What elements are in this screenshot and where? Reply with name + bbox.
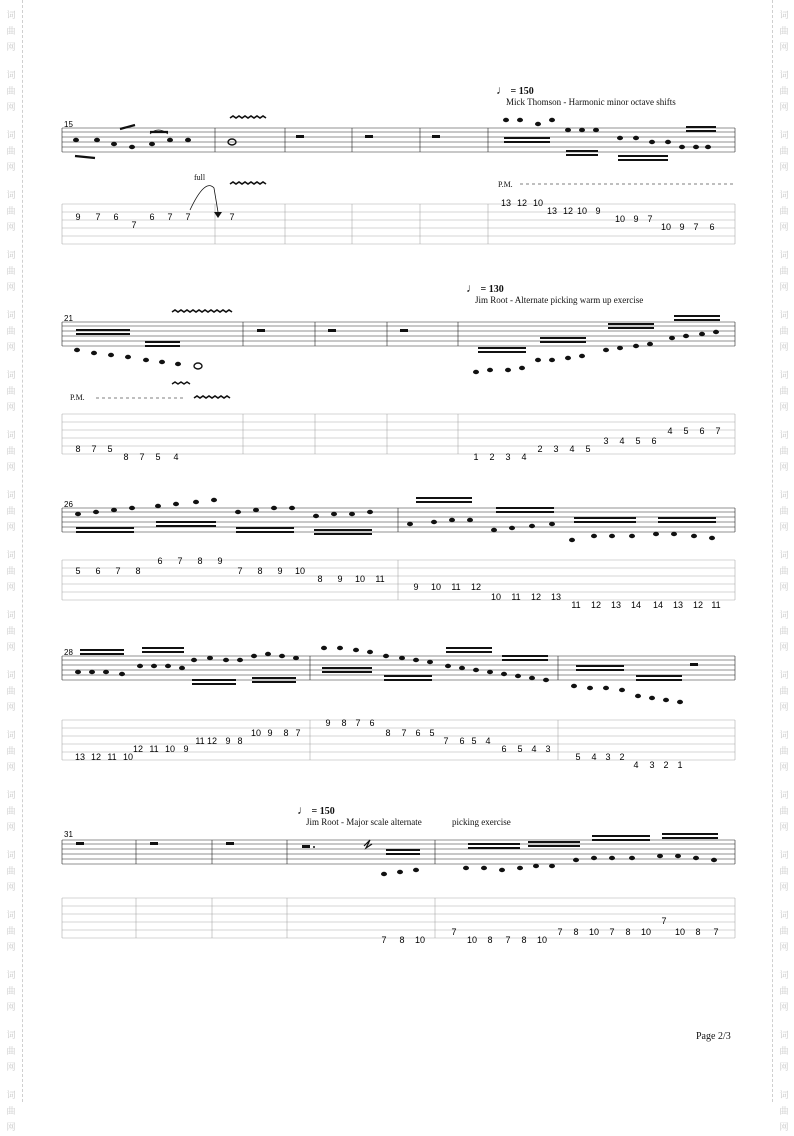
tab-fret-number: 7 [185, 212, 191, 222]
watermark-text: 词 曲 网 [779, 611, 789, 653]
tab-fret-number: 9 [413, 582, 419, 592]
tab-fret-number: 13 [550, 592, 562, 602]
watermark-text: 词 曲 网 [779, 371, 789, 413]
tab-fret-number: 4 [569, 444, 575, 454]
tab-fret-number: 9 [267, 728, 273, 738]
tab-fret-number: 6 [699, 426, 705, 436]
tab-fret-number: 10 [674, 927, 686, 937]
watermark-text: 词 曲 网 [779, 731, 789, 773]
tab-fret-number: 9 [337, 574, 343, 584]
tab-fret-number: 9 [325, 718, 331, 728]
tab-fret-number: 4 [619, 436, 625, 446]
notation-svg [0, 830, 794, 950]
measure-number: 31 [64, 830, 73, 839]
tab-fret-number: 4 [633, 760, 639, 770]
tab-fret-number: 10 [164, 744, 176, 754]
watermark-text: 词 曲 网 [779, 1091, 789, 1133]
tab-fret-number: 8 [75, 444, 81, 454]
watermark-text: 词 曲 网 [6, 71, 16, 113]
tab-fret-number: 7 [609, 927, 615, 937]
tab-fret-number: 11 [451, 582, 461, 592]
watermark-text: 词 曲 网 [6, 911, 16, 953]
tab-fret-number: 10 [576, 206, 588, 216]
tab-fret-number: 8 [123, 452, 129, 462]
watermark-text: 词 曲 网 [6, 131, 16, 173]
tab-fret-number: 12 [516, 198, 528, 208]
watermark-text: 词 曲 网 [779, 251, 789, 293]
tab-fret-number: 10 [466, 935, 478, 945]
tab-fret-number: 12 [692, 600, 704, 610]
tab-fret-number: 10 [614, 214, 626, 224]
watermark-text: 词 曲 网 [779, 851, 789, 893]
watermark-text: 词 曲 网 [779, 431, 789, 473]
tab-fret-number: 11 [195, 736, 205, 746]
tab-fret-number: 10 [354, 574, 366, 584]
watermark-text: 词 曲 网 [6, 1091, 16, 1133]
tab-fret-number: 11 [571, 600, 581, 610]
tab-fret-number: 7 [381, 935, 387, 945]
notation-svg [0, 646, 794, 776]
tab-fret-number: 3 [505, 452, 511, 462]
tab-fret-number: 9 [679, 222, 685, 232]
tab-fret-number: 7 [167, 212, 173, 222]
watermark-text: 词 曲 网 [779, 1031, 789, 1073]
tab-fret-number: 8 [317, 574, 323, 584]
tab-fret-number: 7 [177, 556, 183, 566]
tab-fret-number: 6 [113, 212, 119, 222]
watermark-text: 词 曲 网 [779, 311, 789, 353]
tab-fret-number: 14 [652, 600, 664, 610]
tab-fret-number: 7 [713, 927, 719, 937]
tab-fret-number: 8 [625, 927, 631, 937]
tab-fret-number: 7 [95, 212, 101, 222]
watermark-text: 词 曲 网 [6, 371, 16, 413]
tab-fret-number: 12 [206, 736, 218, 746]
tab-fret-number: 6 [501, 744, 507, 754]
section-caption: Mick Thomson - Harmonic minor octave shifts [506, 97, 676, 107]
tab-fret-number: 10 [660, 222, 672, 232]
tab-fret-number: 5 [75, 566, 81, 576]
tab-fret-number: 6 [651, 436, 657, 446]
tab-fret-number: 5 [575, 752, 581, 762]
tab-fret-number: 1 [677, 760, 683, 770]
watermark-text: 词 曲 网 [6, 551, 16, 593]
tab-fret-number: 4 [485, 736, 491, 746]
tab-fret-number: 10 [536, 935, 548, 945]
tab-fret-number: 7 [505, 935, 511, 945]
tab-fret-number: 7 [91, 444, 97, 454]
tab-fret-number: 12 [530, 592, 542, 602]
tab-fret-number: 11 [107, 752, 117, 762]
tab-fret-number: 8 [135, 566, 141, 576]
tab-fret-number: 5 [635, 436, 641, 446]
tab-fret-number: 9 [183, 744, 189, 754]
watermark-text: 词 曲 网 [6, 611, 16, 653]
tab-fret-number: 11 [149, 744, 159, 754]
tab-fret-number: 7 [715, 426, 721, 436]
tab-fret-number: 7 [451, 927, 457, 937]
notation-svg [0, 312, 794, 462]
tab-fret-number: 13 [500, 198, 512, 208]
notation-svg [0, 498, 794, 608]
tab-fret-number: 7 [131, 220, 137, 230]
tab-fret-number: 1 [473, 452, 479, 462]
watermark-text: 词 曲 网 [779, 551, 789, 593]
tab-fret-number: 4 [173, 452, 179, 462]
tab-fret-number: 7 [401, 728, 407, 738]
tab-fret-number: 11 [511, 592, 521, 602]
tab-fret-number: 7 [237, 566, 243, 576]
tab-fret-number: 4 [667, 426, 673, 436]
tab-fret-number: 2 [619, 752, 625, 762]
tab-fret-number: 7 [557, 927, 563, 937]
tab-fret-number: 7 [661, 916, 667, 926]
tab-fret-number: 12 [90, 752, 102, 762]
tab-fret-number: 7 [647, 214, 653, 224]
tab-fret-number: 8 [283, 728, 289, 738]
tab-fret-number: 3 [553, 444, 559, 454]
section-caption: Jim Root - Alternate picking warm up exercise [475, 295, 644, 305]
tab-fret-number: 2 [489, 452, 495, 462]
tab-fret-number: 5 [585, 444, 591, 454]
tab-fret-number: 7 [693, 222, 699, 232]
tab-fret-number: 13 [74, 752, 86, 762]
tab-fret-number: 2 [537, 444, 543, 454]
palm-mute-label: P.M. [498, 180, 513, 189]
tab-fret-number: 7 [115, 566, 121, 576]
watermark-text: 词 曲 网 [6, 191, 16, 233]
tab-fret-number: 7 [139, 452, 145, 462]
tab-fret-number: 3 [545, 744, 551, 754]
watermark-text: 词 曲 网 [6, 251, 16, 293]
measure-number: 15 [64, 120, 73, 129]
tab-fret-number: 10 [532, 198, 544, 208]
tab-fret-number: 9 [225, 736, 231, 746]
watermark-text: 词 曲 网 [6, 311, 16, 353]
notation-svg [0, 118, 794, 248]
tab-fret-number: 7 [443, 736, 449, 746]
measure-number: 28 [64, 648, 73, 657]
section-caption: Jim Root - Major scale alternate [306, 817, 422, 827]
tab-fret-number: 9 [595, 206, 601, 216]
tab-fret-number: 13 [546, 206, 558, 216]
tab-fret-number: 4 [591, 752, 597, 762]
tab-fret-number: 7 [295, 728, 301, 738]
tab-fret-number: 8 [237, 736, 243, 746]
bend-label: full [194, 173, 206, 182]
tab-fret-number: 6 [709, 222, 715, 232]
tab-fret-number: 5 [429, 728, 435, 738]
tab-fret-number: 10 [250, 728, 262, 738]
tab-fret-number: 7 [355, 718, 361, 728]
tab-fret-number: 10 [490, 592, 502, 602]
tab-fret-number: 12 [562, 206, 574, 216]
watermark-text: 词 曲 网 [779, 491, 789, 533]
tempo-value: = 150 [510, 86, 534, 97]
tab-fret-number: 13 [610, 600, 622, 610]
tempo-marking [496, 83, 534, 98]
tab-fret-number: 8 [399, 935, 405, 945]
tab-fret-number: 6 [415, 728, 421, 738]
watermark-text: 词 曲 网 [779, 11, 789, 53]
tab-fret-number: 13 [672, 600, 684, 610]
tab-fret-number: 10 [430, 582, 442, 592]
tab-fret-number: 4 [531, 744, 537, 754]
watermark-text: 词 曲 网 [6, 971, 16, 1013]
tab-fret-number: 5 [683, 426, 689, 436]
tab-fret-number: 5 [155, 452, 161, 462]
tab-fret-number: 2 [663, 760, 669, 770]
watermark-text: 词 曲 网 [6, 11, 16, 53]
watermark-text: 词 曲 网 [779, 131, 789, 173]
tab-fret-number: 9 [217, 556, 223, 566]
palm-mute-label: P.M. [70, 393, 85, 402]
tab-fret-number: 5 [517, 744, 523, 754]
tab-fret-number: 5 [107, 444, 113, 454]
watermark-text: 词 曲 网 [779, 71, 789, 113]
tempo-value: = 150 [311, 806, 335, 817]
tab-fret-number: 5 [471, 736, 477, 746]
watermark-text: 词 曲 网 [779, 671, 789, 713]
tab-fret-number: 11 [711, 600, 721, 610]
tab-fret-number: 12 [590, 600, 602, 610]
tempo-value: = 130 [480, 284, 504, 295]
watermark-text: 词 曲 网 [779, 971, 789, 1013]
tab-fret-number: 8 [521, 935, 527, 945]
page-number: Page 2/3 [696, 1031, 731, 1042]
measure-number: 21 [64, 314, 73, 323]
tab-fret-number: 8 [695, 927, 701, 937]
tab-fret-number: 3 [605, 752, 611, 762]
tab-fret-number: 10 [294, 566, 306, 576]
tab-fret-number: 8 [487, 935, 493, 945]
tab-fret-number: 6 [459, 736, 465, 746]
tab-fret-number: 7 [229, 212, 235, 222]
tempo-marking [297, 803, 335, 818]
tab-fret-number: 11 [375, 574, 385, 584]
watermark-text: 词 曲 网 [6, 431, 16, 473]
tab-fret-number: 8 [385, 728, 391, 738]
watermark-text: 词 曲 网 [779, 911, 789, 953]
tab-fret-number: 4 [521, 452, 527, 462]
tab-fret-number: 6 [157, 556, 163, 566]
tab-fret-number: 9 [277, 566, 283, 576]
quarter-note-icon: ♩ [466, 281, 478, 295]
tab-fret-number: 10 [640, 927, 652, 937]
watermark-text: 词 曲 网 [779, 191, 789, 233]
tab-fret-number: 9 [633, 214, 639, 224]
tab-fret-number: 10 [414, 935, 426, 945]
tab-fret-number: 10 [588, 927, 600, 937]
tab-fret-number: 9 [75, 212, 81, 222]
watermark-text: 词 曲 网 [6, 671, 16, 713]
tab-fret-number: 3 [649, 760, 655, 770]
watermark-text: 词 曲 网 [6, 851, 16, 893]
tab-fret-number: 8 [573, 927, 579, 937]
tab-fret-number: 8 [341, 718, 347, 728]
tab-fret-number: 3 [603, 436, 609, 446]
section-caption-continued: picking exercise [452, 817, 511, 827]
tab-fret-number: 8 [197, 556, 203, 566]
tab-fret-number: 12 [470, 582, 482, 592]
tab-fret-number: 6 [369, 718, 375, 728]
quarter-note-icon: ♩ [297, 803, 309, 817]
watermark-text: 词 曲 网 [779, 791, 789, 833]
tab-fret-number: 6 [149, 212, 155, 222]
tab-fret-number: 12 [132, 744, 144, 754]
tab-fret-number: 8 [257, 566, 263, 576]
tab-fret-number: 6 [95, 566, 101, 576]
tab-fret-number: 14 [630, 600, 642, 610]
watermark-text: 词 曲 网 [6, 731, 16, 773]
quarter-note-icon: ♩ [496, 83, 508, 97]
watermark-text: 词 曲 网 [6, 791, 16, 833]
watermark-text: 词 曲 网 [6, 491, 16, 533]
tempo-marking [466, 281, 504, 296]
measure-number: 26 [64, 500, 73, 509]
tab-fret-number: 10 [122, 752, 134, 762]
watermark-text: 词 曲 网 [6, 1031, 16, 1073]
